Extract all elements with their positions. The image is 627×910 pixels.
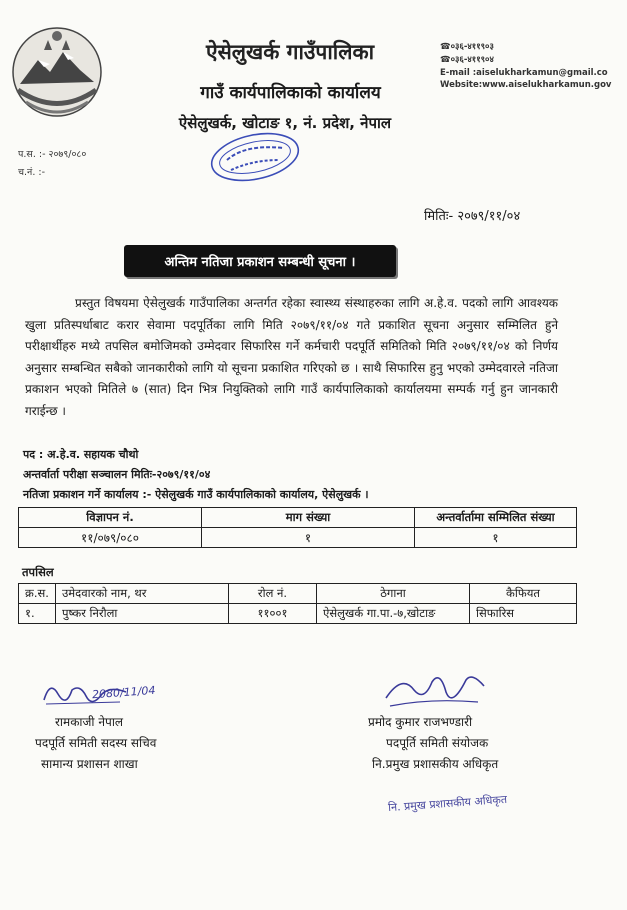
notice-body-text: प्रस्तुत विषयमा ऐसेलुखर्क गाउँपालिका अन्तर्गत रहेका स्वास्थ्य संस्थाहरुका लागि अ.हे.व. पदको लागि आवश्यक खुला प्रतिस्पर्धाबाट करार सेवामा पदपूर्तिका लागि मिति २०७९/११/०४ गते प्रकाशित सूचना अनुसार सम्मिलित हुने परीक्षार्थीहरु मध्ये तपसिल बमोजिमको उम्मेदवार सिफारिस गर्ने कर्मचारी पदपूर्ति समितिको मिति २०७९/११/०४ को निर्णय अनुसार सम्बन्धित सबैको जानकारीको लागि यो सूचना प्रकाशित गरिएको छ । साथै सिफारिस हुनु भएको उम्मेदवारले नतिजा प्रकाशन भएको मितिले ७ (सात) दिन भित्र नियुक्तिको लागि गाउँ कार्यपालिकाको कार्यालयमा सम्पर्क गर्नु हुन जानकारी गराईन्छ । — [25, 296, 558, 418]
table-cell: ११/०७९/०८० — [19, 528, 202, 548]
table-cell: १ — [202, 528, 415, 548]
table-header: माग संख्या — [202, 508, 415, 528]
table-cell: ११००१ — [229, 604, 317, 624]
table-header: क्र.स. — [19, 584, 56, 604]
right-signatory-block — [368, 712, 498, 775]
left-signature-date: 2080/11/04 — [91, 683, 156, 702]
notice-date: मितिः- २०७९/११/०४ — [424, 209, 521, 224]
left-signatory-name: रामकाजी नेपाल — [55, 715, 124, 729]
table-row — [19, 528, 577, 548]
advertisement-table — [18, 507, 577, 548]
tapsil-label: तपसिल — [22, 565, 54, 579]
designation-stamp: नि. प्रमुख प्रशासकीय अधिकृत — [387, 792, 508, 815]
office-name: गाउँ कार्यपालिकाको कार्यालय — [200, 83, 381, 103]
email: E-mail :aiselukharkamun@gmail.co — [440, 68, 608, 78]
phone-1: ☎०३६-४११९०३ — [440, 42, 494, 52]
post-line: पद : अ.हे.व. सहायक चौथो — [23, 448, 139, 461]
right-signature — [380, 668, 490, 716]
office-stamp — [205, 130, 305, 184]
nepal-emblem-logo — [8, 22, 106, 128]
table-cell: पुष्कर निरौला — [56, 604, 229, 624]
website: Website:www.aiselukharkamun.gov — [440, 80, 612, 90]
table-row — [19, 604, 577, 624]
left-signatory-block — [35, 712, 156, 775]
table-header: अन्तर्वार्तामा सम्मिलित संख्या — [415, 508, 577, 528]
phone-2: ☎०३६-४११९०४ — [440, 55, 494, 65]
table-cell: १. — [19, 604, 56, 624]
table-header: ठेगाना — [317, 584, 470, 604]
table-header: कैफियत — [470, 584, 577, 604]
result-office-line: नतिजा प्रकाशन गर्ने कार्यालय :- ऐसेलुखर्क गाउँ कार्यपालिकाको कार्यालय, ऐसेलुखर्क । — [23, 488, 369, 501]
table-header: उमेदवारको नाम, थर — [56, 584, 229, 604]
candidate-table — [18, 583, 577, 624]
table-header-row — [19, 508, 577, 528]
left-signatory-dept: सामान्य प्रशासन शाखा — [41, 757, 138, 771]
dispatch-number: च.नं. :- — [18, 167, 45, 178]
org-name: ऐसेलुखर्क गाउँपालिका — [205, 40, 375, 64]
table-header-row — [19, 584, 577, 604]
right-signatory-role: पदपूर्ति समिती संयोजक — [386, 736, 489, 750]
reference-number: प.स. :- २०७९/०८० — [18, 149, 87, 160]
table-header: विज्ञापन नं. — [19, 508, 202, 528]
interview-date-line: अन्तर्वार्ता परीक्षा सञ्चालन मितिः-२०७९/११/०४ — [23, 468, 211, 481]
table-header: रोल नं. — [229, 584, 317, 604]
table-cell: १ — [415, 528, 577, 548]
notice-body — [25, 293, 558, 422]
left-signatory-role: पदपूर्ति समिती सदस्य सचिव — [35, 736, 157, 750]
right-signatory-title: नि.प्रमुख प्रशासकीय अधिकृत — [372, 757, 499, 771]
notice-title: अन्तिम नतिजा प्रकाशन सम्बन्धी सूचना । — [124, 245, 396, 277]
table-cell: सिफारिस — [470, 604, 577, 624]
right-signatory-name: प्रमोद कुमार राजभण्डारी — [368, 715, 473, 729]
office-address: ऐसेलुखर्क, खोटाङ १, नं. प्रदेश, नेपाल — [178, 114, 392, 132]
table-cell: ऐसेलुखर्क गा.पा.-७,खोटाङ — [317, 604, 470, 624]
